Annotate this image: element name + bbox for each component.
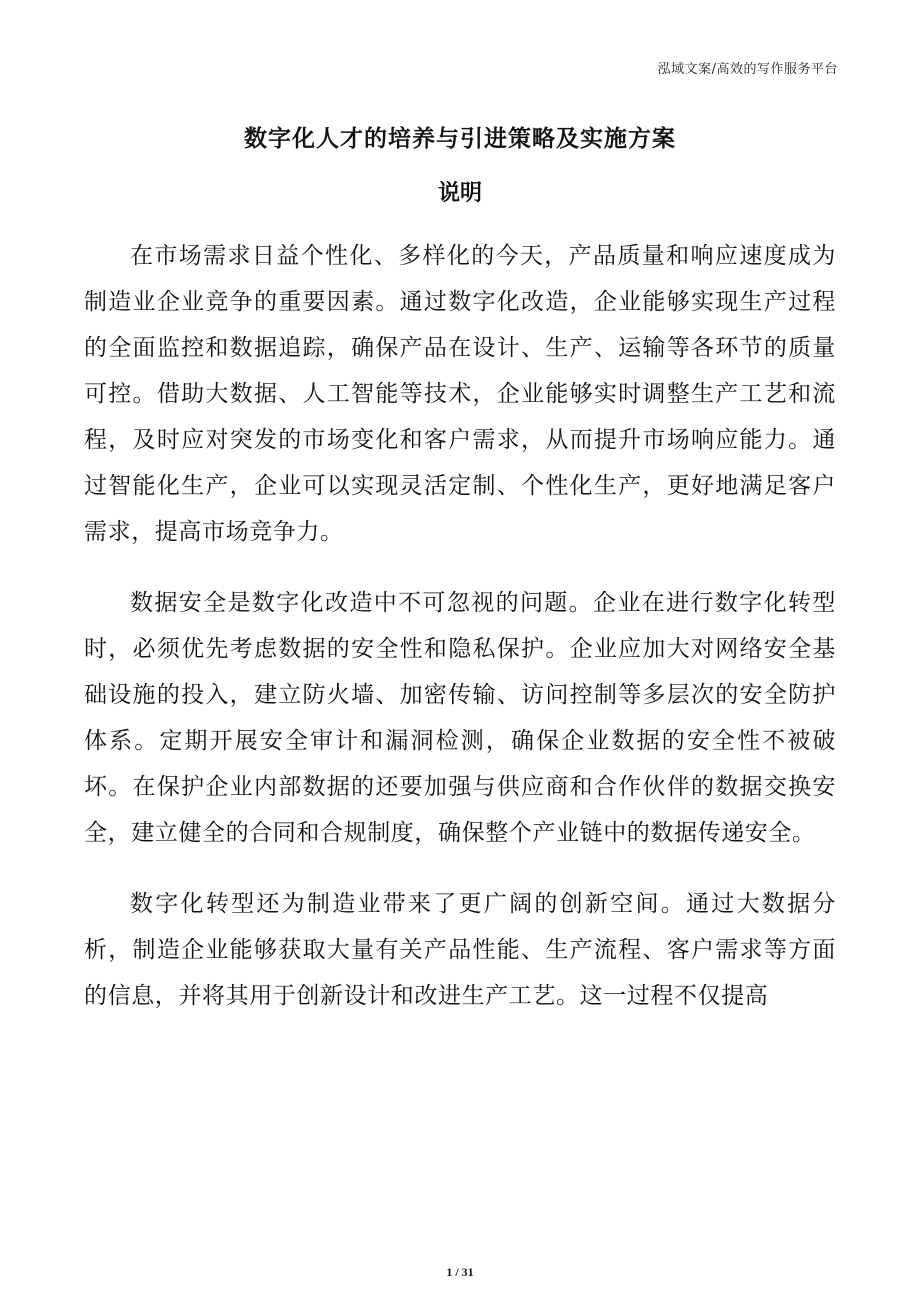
section-heading: 说明 bbox=[437, 181, 482, 206]
paragraph: 数字化转型还为制造业带来了更广阔的创新空间。通过大数据分析，制造企业能够获取大量有关产品性能、生产流程、客户需求等方面的信息，并将其用于创新设计和改进生产工艺。这一过程不仅提高 bbox=[84, 891, 836, 1009]
body-text bbox=[84, 233, 836, 1044]
document-title: 数字化人才的培养与引进策略及实施方案 bbox=[244, 126, 676, 152]
page-number: 1 / 31 bbox=[446, 1265, 474, 1279]
paragraph: 数据安全是数字化改造中不可忽视的问题。企业在进行数字化转型时，必须优先考虑数据的安全性和隐私保护。企业应加大对网络安全基础设施的投入，建立防火墙、加密传输、访问控制等多层次的安全防护体系。定期开展安全审计和漏洞检测，确保企业数据的安全性不被破坏。在保护企业内部数据的还要加强与供应商和合作伙伴的数据交换安全，建立健全的合同和合规制度，确保整个产业链中的数据传递安全。 bbox=[84, 590, 836, 846]
paragraph: 在市场需求日益个性化、多样化的今天，产品质量和响应速度成为制造业企业竞争的重要因素。通过数字化改造，企业能够实现生产过程的全面监控和数据追踪，确保产品在设计、生产、运输等各环节的质量可控。借助大数据、人工智能等技术，企业能够实时调整生产工艺和流程，及时应对突发的市场变化和客户需求，从而提升市场响应能力。通过智能化生产，企业可以实现灵活定制、个性化生产，更好地满足客户需求，提高市场竞争力。 bbox=[84, 243, 836, 545]
header-brand: 泓域文案/高效的写作服务平台 bbox=[657, 62, 838, 77]
